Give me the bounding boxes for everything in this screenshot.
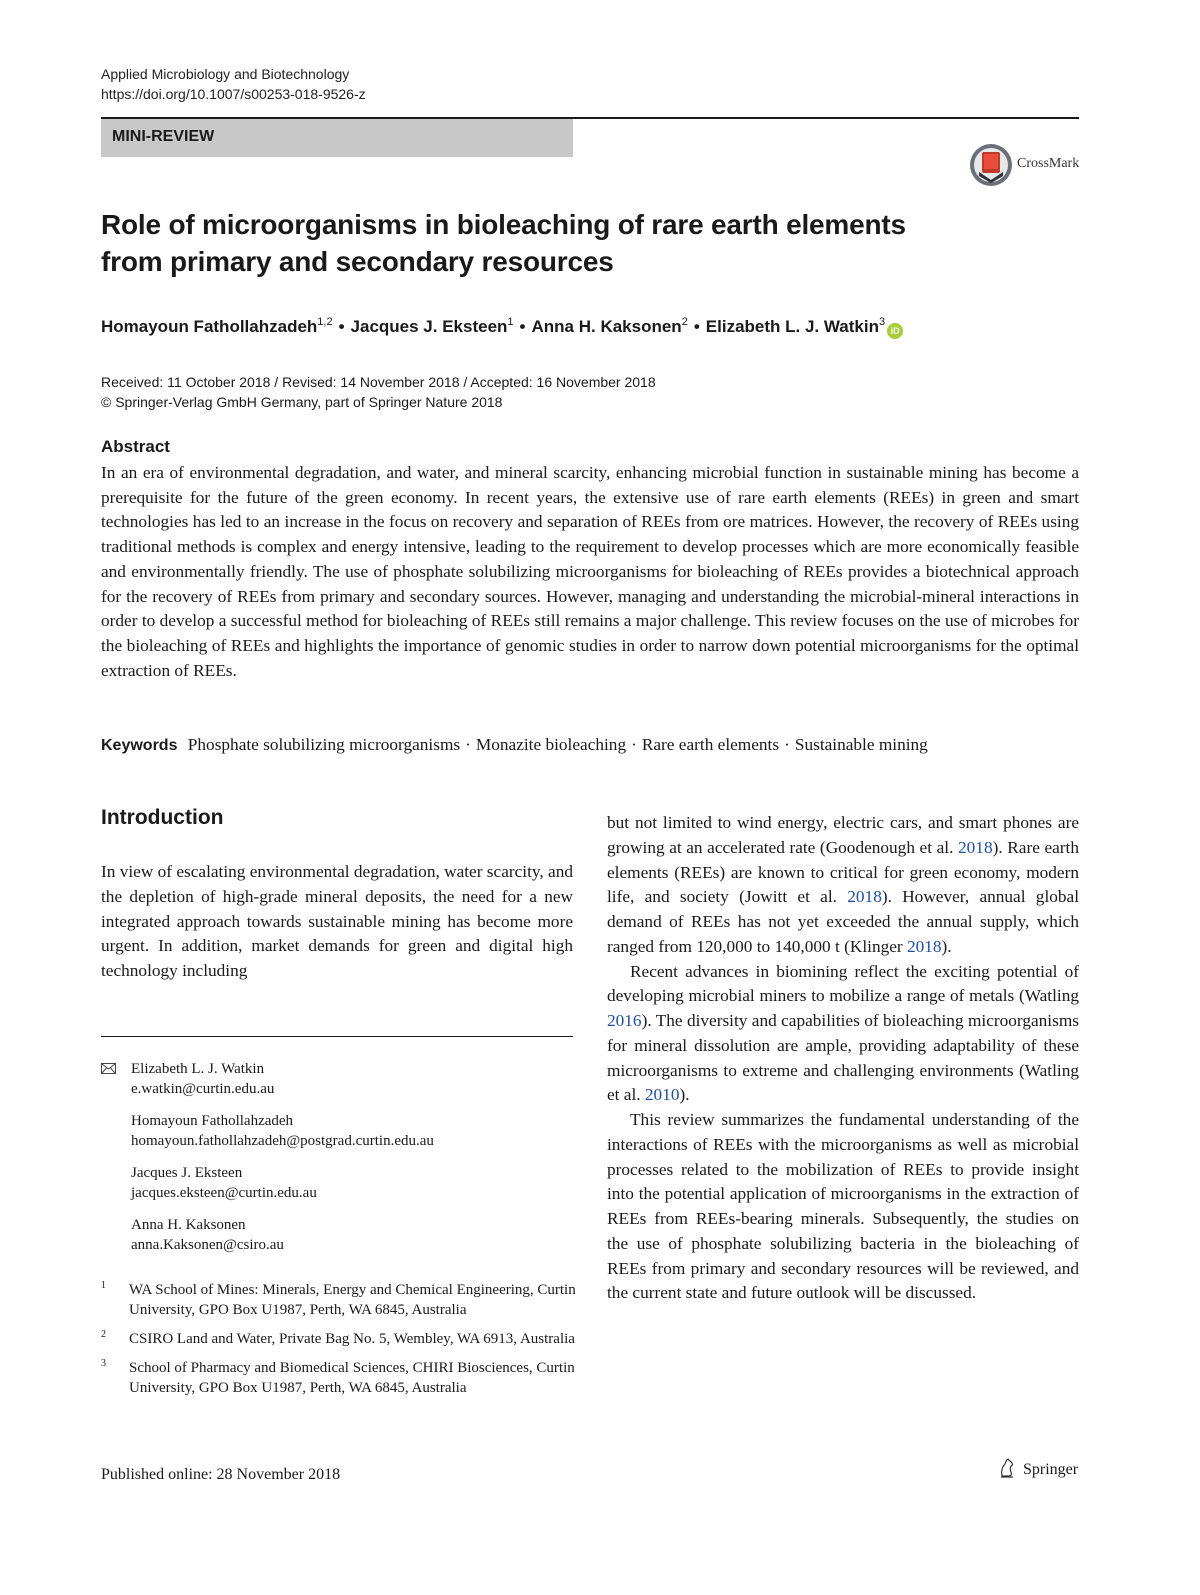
keyword-separator: · — [784, 735, 790, 754]
contact-name: Homayoun Fathollahzadeh — [131, 1113, 294, 1129]
author-separator: • — [338, 317, 345, 336]
keyword-item: Sustainable mining — [794, 735, 928, 754]
citation-link[interactable]: 2018 — [906, 936, 942, 956]
journal-header — [101, 64, 366, 104]
author-affiliation-mark: 1,2 — [317, 316, 333, 328]
contact-name: Anna H. Kaksonen — [131, 1217, 246, 1233]
publisher-name: Springer — [1023, 1461, 1079, 1478]
citation-link[interactable]: 2016 — [607, 1011, 642, 1030]
affiliation-entry — [101, 1358, 581, 1398]
author-name[interactable]: Elizabeth L. J. Watkin — [705, 317, 879, 336]
affiliation-number: 1 — [101, 1280, 106, 1291]
paragraph-text: ). Rare earth elements (REEs) are known to critical for green economy, modern life, and society (Jowitt et al. — [607, 837, 1079, 907]
keywords-label: Keywords — [101, 737, 178, 754]
crossmark-label: CrossMark — [1017, 156, 1080, 171]
citation-link[interactable]: 2010 — [644, 1085, 680, 1105]
keywords — [101, 733, 928, 758]
affiliation-number: 2 — [101, 1329, 106, 1340]
corresponding-contacts — [101, 1059, 581, 1267]
contact-entry — [101, 1163, 581, 1203]
received-revised-accepted: Received: 11 October 2018 / Revised: 14 November 2018 / Accepted: 16 November 2018 — [101, 374, 656, 390]
author-name[interactable]: Anna H. Kaksonen — [531, 317, 682, 336]
contact-email[interactable]: homayoun.fathollahzadeh@postgrad.curtin.edu.au — [131, 1133, 434, 1149]
contact-email[interactable]: jacques.eksteen@curtin.edu.au — [131, 1185, 317, 1201]
keyword-item: Phosphate solubilizing microorganisms — [187, 735, 461, 754]
journal-name: Applied Microbiology and Biotechnology — [101, 66, 350, 82]
title-line-1: Role of microorganisms in bioleaching of rare earth elements — [101, 209, 906, 240]
springer-horse-icon — [998, 1458, 1016, 1478]
author-separator: • — [693, 317, 700, 336]
affiliation-text: School of Pharmacy and Biomedical Sciences, CHIRI Biosciences, Curtin University, GPO Box U1987, Perth, WA 6845, Australia — [129, 1360, 575, 1396]
abstract-heading: Abstract — [101, 437, 170, 456]
article-title — [101, 206, 961, 280]
author-separator: • — [519, 317, 526, 336]
article-dates — [101, 372, 656, 412]
doi-link[interactable]: https://doi.org/10.1007/s00253-018-9526-z — [101, 86, 366, 102]
contact-entry — [101, 1111, 581, 1151]
affiliation-number: 3 — [101, 1358, 106, 1369]
contact-name: Jacques J. Eksteen — [131, 1165, 243, 1181]
author-list — [101, 310, 1001, 339]
paragraph-text: but not limited to wind energy, electric cars, and smart phones are growing at an accelerated rate (Goodenough et al. — [607, 813, 1079, 857]
paragraph-text: ). However, annual global demand of REEs has not yet exceeded the annual supply, which ranged from 120,000 to 140,000 t (Klinger — [607, 887, 1079, 956]
affiliations — [101, 1280, 581, 1407]
article-type-bar — [101, 119, 573, 157]
contact-entry — [101, 1059, 581, 1099]
keyword-item: Monazite bioleaching — [475, 735, 627, 754]
introduction-heading: Introduction — [101, 806, 224, 829]
affiliation-text: CSIRO Land and Water, Private Bag No. 5, Wembley, WA 6913, Australia — [129, 1331, 575, 1347]
introduction-paragraph — [607, 811, 1079, 960]
article-type-label: MINI-REVIEW — [112, 128, 215, 145]
affiliation-entry — [101, 1280, 581, 1320]
contact-entry — [101, 1215, 581, 1255]
author-affiliation-mark: 1 — [507, 316, 514, 328]
envelope-icon — [101, 1063, 116, 1074]
keyword-separator: · — [631, 735, 637, 754]
introduction-paragraph-left: In view of escalating environmental degradation, water scarcity, and the depletion of high-grade mineral deposits, the need for a new integrated approach towards sustainable mining has become more urgent. In addition, market demands for green and digital high technology including — [101, 862, 574, 981]
paragraph-text: Recent advances in biomining reflect the exciting potential of developing microbial miners to mobilize a range of metals (Watling — [607, 961, 1079, 1006]
contact-email[interactable]: e.watkin@curtin.edu.au — [131, 1081, 275, 1097]
publisher-logo — [998, 1458, 1078, 1479]
citation-link[interactable]: 2018 — [847, 887, 882, 907]
introduction-paragraph: This review summarizes the fundamental understanding of the interactions of REEs with the microorganisms as well as microbial processes related to the mobilization of REEs to provide insight into the potential application of microorganisms in the extraction of REEs from REEs-bearing minerals. Subsequently, the studies on the use of phosphate solubilizing bacteria in the bioleaching of REEs from primary and secondary resources will be reviewed, and the current state and future outlook will be discussed. — [607, 1110, 1079, 1303]
introduction-paragraph — [607, 960, 1079, 1109]
affiliation-entry — [101, 1329, 581, 1349]
contact-name: Elizabeth L. J. Watkin — [131, 1061, 265, 1077]
author-name[interactable]: Homayoun Fathollahzadeh — [101, 317, 318, 336]
footnote-rule — [101, 1036, 573, 1037]
author-name[interactable]: Jacques J. Eksteen — [350, 317, 508, 336]
affiliation-text: WA School of Mines: Minerals, Energy and Chemical Engineering, Curtin University, GPO Box U1987, Perth, WA 6845, Australia — [129, 1282, 576, 1318]
paragraph-text: ). — [941, 936, 952, 956]
citation-link[interactable]: 2018 — [958, 837, 993, 857]
crossmark-icon — [969, 143, 1013, 187]
orcid-icon[interactable]: iD — [887, 323, 903, 339]
paragraph-text: ). The diversity and capabilities of bioleaching microorganisms for mineral dissolution are ample, providing adaptability of these microorganisms to extreme and challenging environments (Watling et al. — [607, 1011, 1079, 1105]
crossmark-badge[interactable] — [969, 143, 1081, 187]
introduction-column-right — [607, 811, 1079, 1306]
keyword-item: Rare earth elements — [641, 735, 780, 754]
author-affiliation-mark: 2 — [681, 316, 688, 328]
contact-email[interactable]: anna.Kaksonen@csiro.au — [131, 1237, 284, 1253]
keyword-separator: · — [465, 735, 471, 754]
paragraph-text: ). — [679, 1085, 690, 1105]
published-online: Published online: 28 November 2018 — [101, 1466, 341, 1483]
title-line-2: from primary and secondary resources — [101, 246, 614, 277]
copyright-line: © Springer-Verlag GmbH Germany, part of Springer Nature 2018 — [101, 394, 503, 410]
author-affiliation-mark: 3 — [878, 316, 886, 328]
abstract-text: In an era of environmental degradation, and water, and mineral scarcity, enhancing microbial function in sustainable mining has become a prerequisite for the future of the green economy. In recent years, the extensive use of rare earth elements (REEs) in green and smart technologies has led to an increase in the focus on recovery and separation of REEs from ore matrices. However, the recovery of REEs using traditional methods is complex and energy intensive, leading to the requirement to develop processes which are more economically feasible and environmentally friendly. The use of phosphate solubilizing microorganisms for bioleaching of REEs provides a biotechnical approach for the recovery of REEs from primary and secondary sources. However, managing and understanding the microbial-mineral interactions in order to develop a successful method for bioleaching of REEs still remains a major challenge. This review focuses on the use of microbes for the bioleaching of REEs and highlights the importance of genomic studies in order to narrow down potential microorganisms for the optimal extraction of REEs. — [101, 463, 1079, 680]
